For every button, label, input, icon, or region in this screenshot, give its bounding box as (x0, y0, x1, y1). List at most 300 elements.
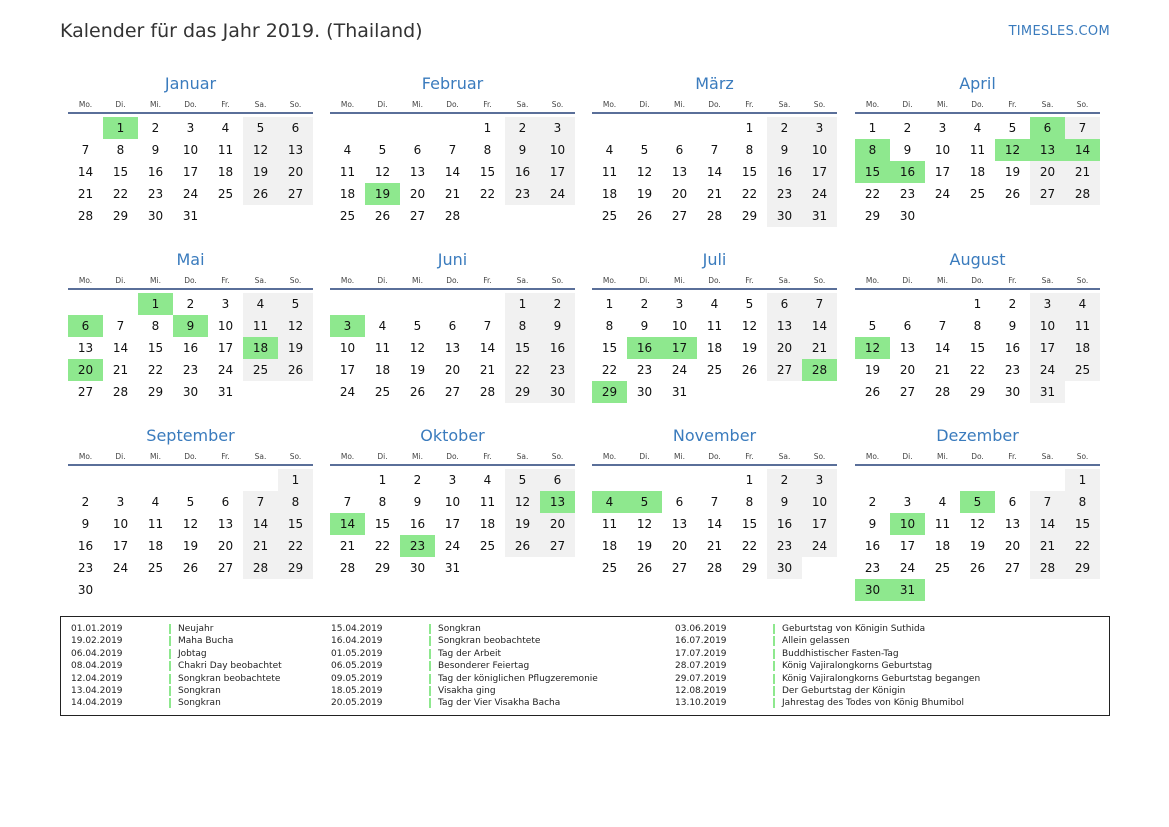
day-cell: 16 (505, 161, 540, 183)
day-cell: 27 (1004, 561, 1021, 575)
day-cell: 9 (767, 491, 802, 513)
day-cell: 31 (890, 579, 925, 601)
day-cell: 7 (938, 319, 947, 333)
month-11 (592, 426, 837, 579)
weekday-label: Mo. (78, 276, 93, 285)
weekday-label: Sa. (254, 276, 267, 285)
day-cell: 25 (479, 539, 496, 553)
day-cell: 26 (1004, 187, 1021, 201)
day-cell: 17 (934, 165, 951, 179)
holiday-name: Jobtag (178, 648, 207, 659)
day-cell: 2 (868, 495, 877, 509)
day-cell: 30 (77, 583, 94, 597)
day-cell: 26 (374, 209, 391, 223)
day-cell: 21 (1065, 161, 1100, 183)
day-cell: 10 (540, 139, 575, 161)
weekday-header (330, 450, 575, 464)
day-cell: 20 (671, 539, 688, 553)
day-cell: 28 (444, 209, 461, 223)
weekday-label: So. (551, 452, 564, 461)
weekday-label: Mi. (150, 100, 161, 109)
weekday-label: Sa. (778, 100, 791, 109)
day-cell: 23 (505, 183, 540, 205)
day-cell: 23 (77, 561, 94, 575)
day-cell: 24 (182, 187, 199, 201)
day-cell: 25 (969, 187, 986, 201)
day-cell: 7 (710, 143, 719, 157)
day-cell: 1 (138, 293, 173, 315)
header-rule (855, 288, 1100, 290)
day-cell: 17 (802, 513, 837, 535)
day-cell: 16 (864, 539, 881, 553)
day-cell: 16 (767, 161, 802, 183)
day-cell: 11 (217, 143, 234, 157)
site-name[interactable]: TIMESLES.COM (1008, 24, 1110, 39)
weekday-label: So. (1076, 276, 1089, 285)
day-cell: 24 (899, 561, 916, 575)
weekday-label: Fr. (221, 276, 230, 285)
day-cell: 28 (934, 385, 951, 399)
weekday-label: Sa. (1041, 452, 1054, 461)
day-cell: 21 (802, 337, 837, 359)
holiday-marker (773, 624, 775, 634)
day-cell: 15 (855, 161, 890, 183)
header-rule (592, 464, 837, 466)
day-cell: 18 (243, 337, 278, 359)
day-cell: 18 (374, 363, 391, 377)
day-cell: 12 (409, 341, 426, 355)
weekday-header (855, 274, 1100, 288)
month-2 (330, 74, 575, 227)
legend-row (71, 660, 282, 672)
legend-row (675, 697, 980, 709)
day-cell: 26 (409, 385, 426, 399)
day-cell: 17 (112, 539, 129, 553)
holiday-date: 06.05.2019 (331, 661, 383, 672)
day-cell: 13 (671, 165, 688, 179)
weekday-label: Di. (902, 276, 913, 285)
day-cell: 3 (540, 117, 575, 139)
month-name: Februar (421, 74, 484, 93)
day-cell: 28 (243, 557, 278, 579)
day-cell: 18 (934, 539, 951, 553)
weekday-label: Sa. (254, 452, 267, 461)
legend-row (71, 697, 282, 709)
day-cell: 5 (745, 297, 754, 311)
day-cell: 26 (864, 385, 881, 399)
day-cell: 14 (444, 165, 461, 179)
day-cell: 10 (444, 495, 461, 509)
day-cell: 9 (903, 143, 912, 157)
day-cell: 6 (413, 143, 422, 157)
day-cell: 23 (767, 183, 802, 205)
day-cell: 20 (1030, 161, 1065, 183)
day-cell: 28 (339, 561, 356, 575)
day-cell: 24 (671, 363, 688, 377)
day-cell: 18 (706, 341, 723, 355)
day-cell: 14 (802, 315, 837, 337)
day-cell: 26 (278, 359, 313, 381)
day-cell: 11 (934, 517, 951, 531)
holiday-date: 06.04.2019 (71, 648, 123, 659)
day-grid (592, 469, 837, 579)
day-cell: 19 (741, 341, 758, 355)
header-rule (68, 464, 313, 466)
day-cell: 29 (864, 209, 881, 223)
holiday-name: Chakri Day beobachtet (178, 661, 282, 672)
day-cell: 13 (1030, 139, 1065, 161)
weekday-label: Sa. (1041, 100, 1054, 109)
day-cell: 25 (243, 359, 278, 381)
holiday-marker (169, 661, 171, 671)
day-cell: 16 (147, 165, 164, 179)
weekday-label: Do. (708, 276, 721, 285)
day-cell: 22 (741, 187, 758, 201)
day-grid (68, 117, 313, 227)
day-cell: 17 (217, 341, 234, 355)
day-cell: 6 (278, 117, 313, 139)
day-cell: 17 (339, 363, 356, 377)
day-cell: 20 (278, 161, 313, 183)
holiday-date: 20.05.2019 (331, 698, 383, 709)
day-cell: 5 (960, 491, 995, 513)
weekday-label: Mi. (937, 276, 948, 285)
holiday-name: Tag der Arbeit (438, 648, 502, 659)
day-grid (855, 293, 1100, 403)
weekday-label: So. (551, 100, 564, 109)
day-cell: 1 (605, 297, 614, 311)
weekday-label: Fr. (745, 452, 754, 461)
day-cell: 8 (973, 319, 982, 333)
day-cell: 14 (934, 341, 951, 355)
day-cell: 29 (505, 381, 540, 403)
holiday-date: 12.04.2019 (71, 673, 123, 684)
weekday-label: Di. (115, 100, 126, 109)
day-cell: 6 (1030, 117, 1065, 139)
day-cell: 2 (767, 117, 802, 139)
holiday-name: Songkran (178, 685, 221, 696)
day-grid (330, 293, 575, 403)
weekday-label: Do. (446, 452, 459, 461)
weekday-label: Sa. (516, 452, 529, 461)
day-cell: 17 (444, 517, 461, 531)
day-cell: 28 (1030, 557, 1065, 579)
holiday-marker (169, 674, 171, 684)
weekday-label: Sa. (254, 100, 267, 109)
day-cell: 8 (483, 143, 492, 157)
day-cell: 29 (374, 561, 391, 575)
holiday-date: 08.04.2019 (71, 661, 123, 672)
day-grid (68, 469, 313, 601)
day-cell: 13 (217, 517, 234, 531)
holiday-marker (429, 686, 431, 696)
day-cell: 2 (413, 473, 422, 487)
legend-row (331, 660, 598, 672)
weekday-label: So. (551, 276, 564, 285)
day-cell: 15 (505, 337, 540, 359)
weekday-label: Mo. (78, 452, 93, 461)
header-rule (592, 112, 837, 114)
weekday-label: Fr. (745, 276, 754, 285)
day-cell: 24 (339, 385, 356, 399)
holiday-marker (773, 686, 775, 696)
weekday-label: Mi. (674, 452, 685, 461)
day-cell: 10 (671, 319, 688, 333)
day-cell: 1 (378, 473, 387, 487)
day-cell: 11 (147, 517, 164, 531)
month-7 (592, 250, 837, 403)
day-cell: 9 (81, 517, 90, 531)
holiday-name: Tag der Vier Visakha Bacha (438, 698, 561, 709)
day-cell: 28 (479, 385, 496, 399)
holiday-name: Tag der königlichen Pflugzeremonie (438, 673, 598, 684)
day-cell: 4 (605, 143, 614, 157)
day-cell: 3 (448, 473, 457, 487)
day-cell: 25 (374, 385, 391, 399)
holiday-name: Buddhistischer Fasten-Tag (782, 648, 899, 659)
weekday-label: So. (813, 100, 826, 109)
weekday-label: Di. (639, 276, 650, 285)
day-cell: 27 (409, 209, 426, 223)
holiday-legend (60, 616, 1110, 716)
weekday-label: Do. (446, 276, 459, 285)
day-cell: 4 (483, 473, 492, 487)
day-cell: 27 (1030, 183, 1065, 205)
weekday-label: Do. (446, 100, 459, 109)
day-cell: 16 (77, 539, 94, 553)
day-cell: 24 (802, 535, 837, 557)
day-cell: 15 (112, 165, 129, 179)
day-cell: 8 (278, 491, 313, 513)
day-cell: 29 (1065, 557, 1100, 579)
header-rule (330, 288, 575, 290)
holiday-name: Neujahr (178, 624, 214, 634)
day-cell: 4 (710, 297, 719, 311)
weekday-label: Do. (708, 100, 721, 109)
day-cell: 13 (444, 341, 461, 355)
header-rule (68, 112, 313, 114)
day-cell: 20 (444, 363, 461, 377)
day-cell: 6 (448, 319, 457, 333)
day-cell: 24 (217, 363, 234, 377)
day-cell: 29 (969, 385, 986, 399)
day-cell: 24 (802, 183, 837, 205)
day-cell: 19 (969, 539, 986, 553)
day-cell: 10 (339, 341, 356, 355)
weekday-label: Do. (708, 452, 721, 461)
weekday-label: Mo. (602, 276, 617, 285)
day-cell: 27 (278, 183, 313, 205)
day-cell: 15 (1065, 513, 1100, 535)
day-cell: 19 (182, 539, 199, 553)
day-cell: 3 (938, 121, 947, 135)
day-cell: 19 (278, 337, 313, 359)
month-1 (68, 74, 313, 227)
day-cell: 3 (330, 315, 365, 337)
day-cell: 17 (662, 337, 697, 359)
day-grid (855, 117, 1100, 227)
holiday-marker (169, 624, 171, 634)
day-cell: 11 (969, 143, 986, 157)
day-cell: 21 (706, 539, 723, 553)
day-cell: 16 (890, 161, 925, 183)
legend-column (331, 623, 598, 710)
day-cell: 17 (802, 161, 837, 183)
holiday-date: 16.07.2019 (675, 636, 727, 647)
holiday-name: König Vajiralongkorns Geburtstag (782, 661, 933, 672)
day-cell: 30 (540, 381, 575, 403)
day-cell: 21 (77, 187, 94, 201)
legend-row (71, 635, 282, 647)
day-cell: 5 (186, 495, 195, 509)
weekday-label: Mo. (602, 452, 617, 461)
day-cell: 2 (505, 117, 540, 139)
holiday-marker (429, 661, 431, 671)
weekday-header (855, 450, 1100, 464)
weekday-label: Di. (115, 276, 126, 285)
day-cell: 4 (221, 121, 230, 135)
day-cell: 3 (221, 297, 230, 311)
day-cell: 10 (112, 517, 129, 531)
holiday-marker (773, 661, 775, 671)
day-cell: 10 (802, 491, 837, 513)
weekday-label: Do. (971, 100, 984, 109)
legend-row (675, 648, 980, 660)
legend-row (331, 697, 598, 709)
holiday-name: Besonderer Feiertag (438, 661, 530, 672)
day-cell: 25 (217, 187, 234, 201)
weekday-label: So. (813, 276, 826, 285)
holiday-marker (429, 636, 431, 646)
day-grid (330, 469, 575, 579)
month-10 (330, 426, 575, 579)
day-cell: 26 (969, 561, 986, 575)
day-cell: 16 (182, 341, 199, 355)
legend-row (331, 685, 598, 697)
month-name: September (146, 426, 235, 445)
day-grid (855, 469, 1100, 601)
day-cell: 27 (77, 385, 94, 399)
holiday-name: Geburtstag von Königin Suthida (782, 624, 926, 634)
day-cell: 15 (741, 165, 758, 179)
day-cell: 15 (601, 341, 618, 355)
day-cell: 26 (182, 561, 199, 575)
weekday-header (330, 274, 575, 288)
legend-row (675, 635, 980, 647)
weekday-label: Mi. (150, 452, 161, 461)
weekday-label: Di. (377, 452, 388, 461)
day-cell: 7 (448, 143, 457, 157)
legend-row (331, 648, 598, 660)
day-cell: 2 (540, 293, 575, 315)
weekday-label: Mi. (412, 452, 423, 461)
day-cell: 31 (444, 561, 461, 575)
weekday-label: Mo. (340, 100, 355, 109)
day-cell: 2 (903, 121, 912, 135)
day-cell: 30 (855, 579, 890, 601)
day-cell: 19 (365, 183, 400, 205)
holiday-name: Songkran beobachtete (438, 636, 541, 647)
day-cell: 19 (505, 513, 540, 535)
weekday-label: Di. (639, 100, 650, 109)
weekday-label: Mo. (602, 100, 617, 109)
day-cell: 17 (899, 539, 916, 553)
header-rule (592, 288, 837, 290)
holiday-marker (169, 686, 171, 696)
day-cell: 8 (151, 319, 160, 333)
day-cell: 20 (767, 337, 802, 359)
day-cell: 8 (855, 139, 890, 161)
month-8 (855, 250, 1100, 403)
day-cell: 18 (601, 539, 618, 553)
holiday-name: König Vajiralongkorns Geburtstag begangen (782, 673, 981, 684)
day-cell: 9 (173, 315, 208, 337)
day-cell: 2 (640, 297, 649, 311)
day-cell: 25 (601, 209, 618, 223)
day-cell: 12 (855, 337, 890, 359)
day-cell: 30 (767, 557, 802, 579)
weekday-label: Mi. (150, 276, 161, 285)
day-cell: 15 (147, 341, 164, 355)
weekday-label: So. (1076, 100, 1089, 109)
day-cell: 21 (112, 363, 129, 377)
day-cell: 10 (1030, 315, 1065, 337)
weekday-label: Do. (184, 452, 197, 461)
day-cell: 6 (68, 315, 103, 337)
day-cell: 30 (147, 209, 164, 223)
day-cell: 26 (243, 183, 278, 205)
day-cell: 30 (409, 561, 426, 575)
day-cell: 20 (409, 187, 426, 201)
day-cell: 7 (343, 495, 352, 509)
day-cell: 5 (627, 491, 662, 513)
day-cell: 23 (864, 561, 881, 575)
day-cell: 12 (278, 315, 313, 337)
day-cell: 29 (741, 209, 758, 223)
day-cell: 9 (413, 495, 422, 509)
day-cell: 9 (640, 319, 649, 333)
weekday-header (592, 450, 837, 464)
day-cell: 12 (636, 517, 653, 531)
day-cell: 28 (1065, 183, 1100, 205)
month-5 (68, 250, 313, 403)
holiday-date: 28.07.2019 (675, 661, 727, 672)
day-cell: 5 (413, 319, 422, 333)
day-cell: 7 (1030, 491, 1065, 513)
day-cell: 8 (505, 315, 540, 337)
day-cell: 12 (243, 139, 278, 161)
day-cell: 13 (899, 341, 916, 355)
holiday-date: 13.10.2019 (675, 698, 727, 709)
day-cell: 11 (374, 341, 391, 355)
day-cell: 16 (409, 517, 426, 531)
weekday-label: Di. (377, 100, 388, 109)
day-cell: 11 (339, 165, 356, 179)
legend-row (675, 623, 980, 635)
holiday-marker (429, 624, 431, 634)
day-cell: 12 (182, 517, 199, 531)
day-cell: 1 (505, 293, 540, 315)
legend-column (675, 623, 980, 710)
day-cell: 20 (217, 539, 234, 553)
month-name: Juni (437, 250, 468, 269)
day-cell: 18 (969, 165, 986, 179)
day-cell: 5 (378, 143, 387, 157)
day-cell: 19 (409, 363, 426, 377)
day-cell: 1 (1065, 469, 1100, 491)
day-cell: 14 (1065, 139, 1100, 161)
day-cell: 9 (505, 139, 540, 161)
